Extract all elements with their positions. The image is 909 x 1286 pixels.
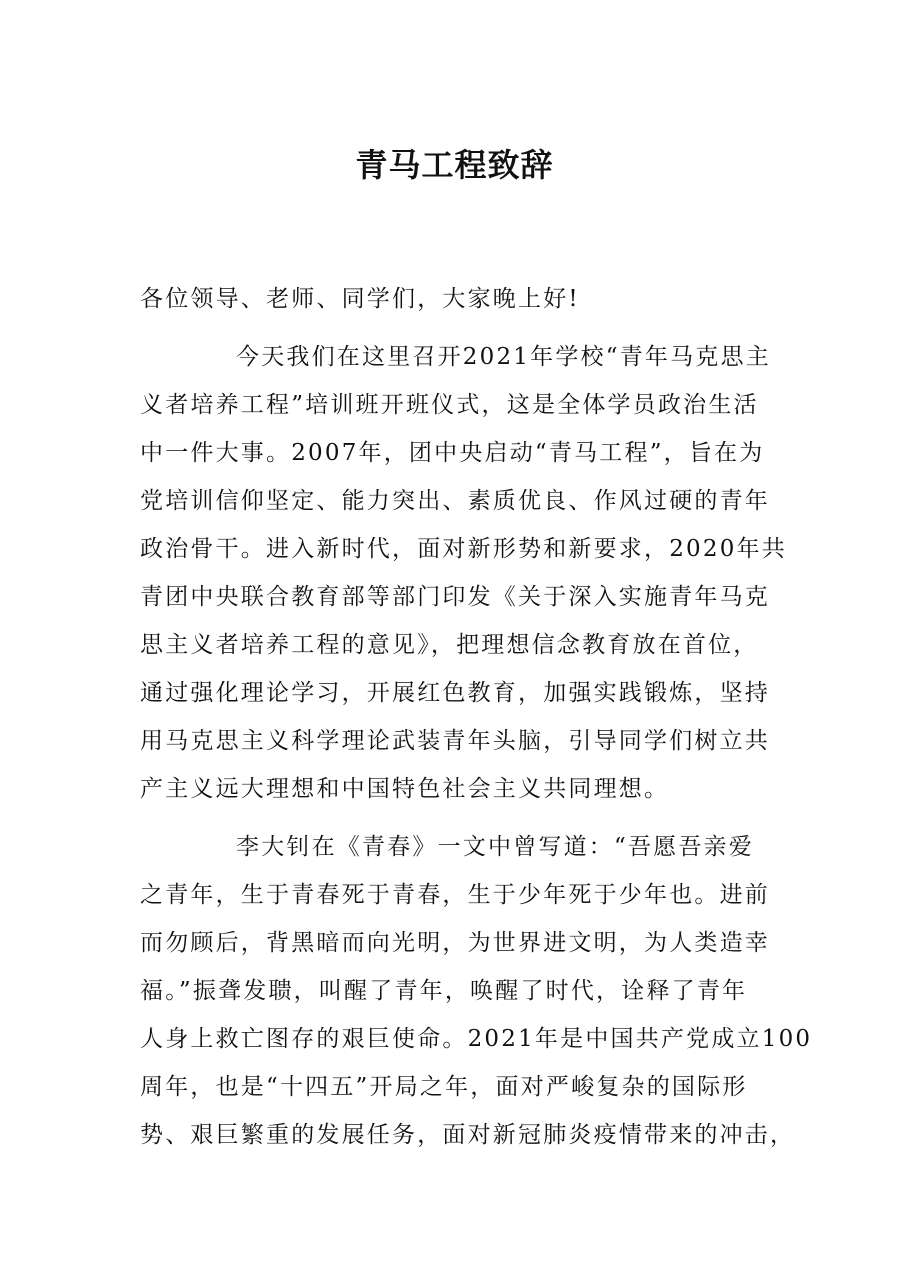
paragraph-1-line: 政治骨干。进入新时代，面对新形势和新要求，2020年共 <box>140 536 787 562</box>
greeting-line: 各位领导、老师、同学们，大家晚上好! <box>140 286 580 312</box>
paragraph-2-line: 周年，也是“十四五”开局之年，面对严峻复杂的国际形 <box>140 1074 748 1100</box>
document-title: 青马工程致辞 <box>355 146 554 184</box>
paragraph-1-line: 产主义远大理想和中国特色社会主义共同理想。 <box>140 776 670 802</box>
paragraph-2-line: 而勿顾后，背黑暗而向光明，为世界进文明，为人类造幸 <box>140 930 770 956</box>
paragraph-2-line: 之青年，生于青春死于青春，生于少年死于少年也。进前 <box>140 882 770 908</box>
paragraph-2-line: 人身上救亡图存的艰巨使命。2021年是中国共产党成立100 <box>140 1026 813 1052</box>
paragraph-1-line: 用马克思主义科学理论武装青年头脑，引导同学们树立共 <box>140 728 770 754</box>
paragraph-1-line: 中一件大事。2007年，团中央启动“青马工程”，旨在为 <box>140 440 765 466</box>
paragraph-2-line: 李大钊在《青春》一文中曾写道：“吾愿吾亲爱 <box>236 834 754 860</box>
paragraph-1-line: 青团中央联合教育部等部门印发《关于深入实施青年马克 <box>140 584 770 610</box>
paragraph-2-line: 势、艰巨繁重的发展任务，面对新冠肺炎疫情带来的冲击， <box>140 1122 796 1148</box>
paragraph-1-line: 今天我们在这里召开2021年学校“青年马克思主 <box>236 344 771 370</box>
paragraph-1-line: 党培训信仰坚定、能力突出、素质优良、作风过硬的青年 <box>140 488 770 514</box>
paragraph-1-line: 义者培养工程”培训班开班仪式，这是全体学员政治生活 <box>140 392 759 418</box>
paragraph-2-line: 福。”振聋发聩，叫醒了青年，唤醒了时代，诠释了青年 <box>140 978 748 1004</box>
paragraph-1-line: 思主义者培养工程的意见》，把理想信念教育放在首位， <box>140 632 759 658</box>
paragraph-1-line: 通过强化理论学习，开展红色教育，加强实践锻炼，坚持 <box>140 680 770 706</box>
